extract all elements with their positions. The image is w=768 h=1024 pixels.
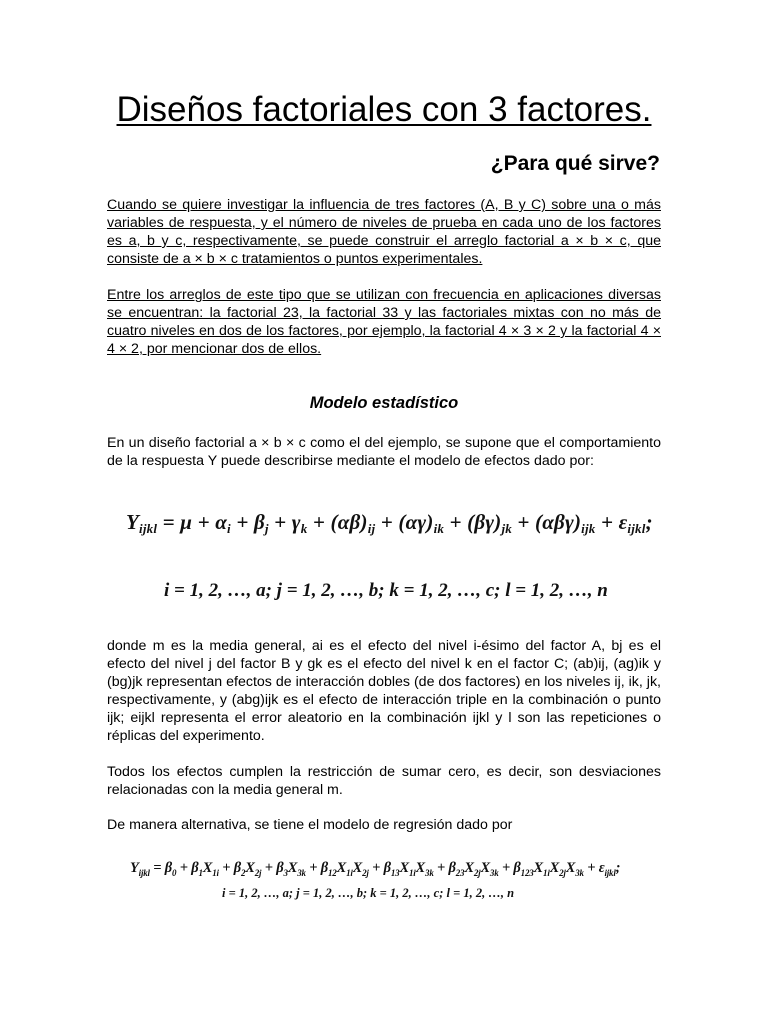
paragraph-restriction: Todos los efectos cumplen la restricción de sumar cero, es decir, son desviaciones relacionadas con la media general m.: [107, 764, 661, 798]
equation-regression-indices: i = 1, 2, …, a; j = 1, 2, …, b; k = 1, 2, …, c; l = 1, 2, …, n: [222, 886, 515, 900]
paragraph-model-intro: En un diseño factorial a × b × c como el del ejemplo, se supone que el comportamiento de la respuesta Y puede describirse mediante el modelo de efectos dado por:: [107, 435, 661, 469]
equation-indices: i = 1, 2, …, a; j = 1, 2, …, b; k = 1, 2, …, c; l = 1, 2, …, n: [164, 580, 608, 601]
paragraph-arrangements: Entre los arreglos de este tipo que se utilizan con frecuencia en aplicaciones diversas se encuentran: la factorial 23, la factorial 33 y las factoriales mixtas con no más de cuatro niveles en dos de los factores, por ejemplo, la factorial 4 × 3 × 2 y la factorial 4 × 4 × 2, por mencionar dos de ellos.: [107, 287, 661, 357]
section-subtitle: ¿Para qué sirve?: [490, 152, 660, 175]
document-title: Diseños factoriales con 3 factores.: [116, 90, 652, 129]
equation-regression-model: $Y_{ijkl} = \beta_0 + \beta_1X_{1i} + \beta_2X_{2j} + \beta_3X_{3k} + \beta_{12}X_{1i}X_{2j} + \beta_{13}X_{1i}X_{3k} + \beta_{23}X_{2j}X_{3k} + \beta_{123}X_{1i}X_{2j}X_{3k} + \varepsilon_{ijkl}$;: [130, 860, 621, 878]
paragraph-regression-intro: De manera alternativa, se tiene el modelo de regresión dado por: [107, 817, 513, 833]
paragraph-model-explanation: donde m es la media general, ai es el efecto del nivel i-ésimo del factor A, bj es el efecto del nivel j del factor B y gk es el efecto del nivel k en el factor C; (ab)ij, (ag)ik y (bg)jk representan efectos de interacción dobles (de dos factores) en los niveles ij, ik, jk, respectivamente, y (abg)ijk es el efecto de interacción triple en la combinación o punto ijk; eijkl representa el error aleatorio en la combinación ijkl y l son las repeticiones o réplicas del experimento.: [107, 638, 661, 744]
equation-effects-model: $Y_{ijkl} = \mu + \alpha_i + \beta_j + \gamma_k + (\alpha\beta)_{ij} + (\alpha\gamma)_{ik} + (\beta\gamma)_{jk} + (\alpha\beta\gamma)_{ijk} + \varepsilon_{ijkl}$;: [126, 510, 653, 536]
paragraph-intro: Cuando se quiere investigar la influencia de tres factores (A, B y C) sobre una o más variables de respuesta, y el número de niveles de prueba en cada uno de los factores es a, b y c, respectivamente, se puede construir el arreglo factorial a × b × c, que consiste de a × b × c tratamientos o puntos experimentales.: [107, 197, 661, 267]
section-heading: Modelo estadístico: [309, 394, 459, 412]
